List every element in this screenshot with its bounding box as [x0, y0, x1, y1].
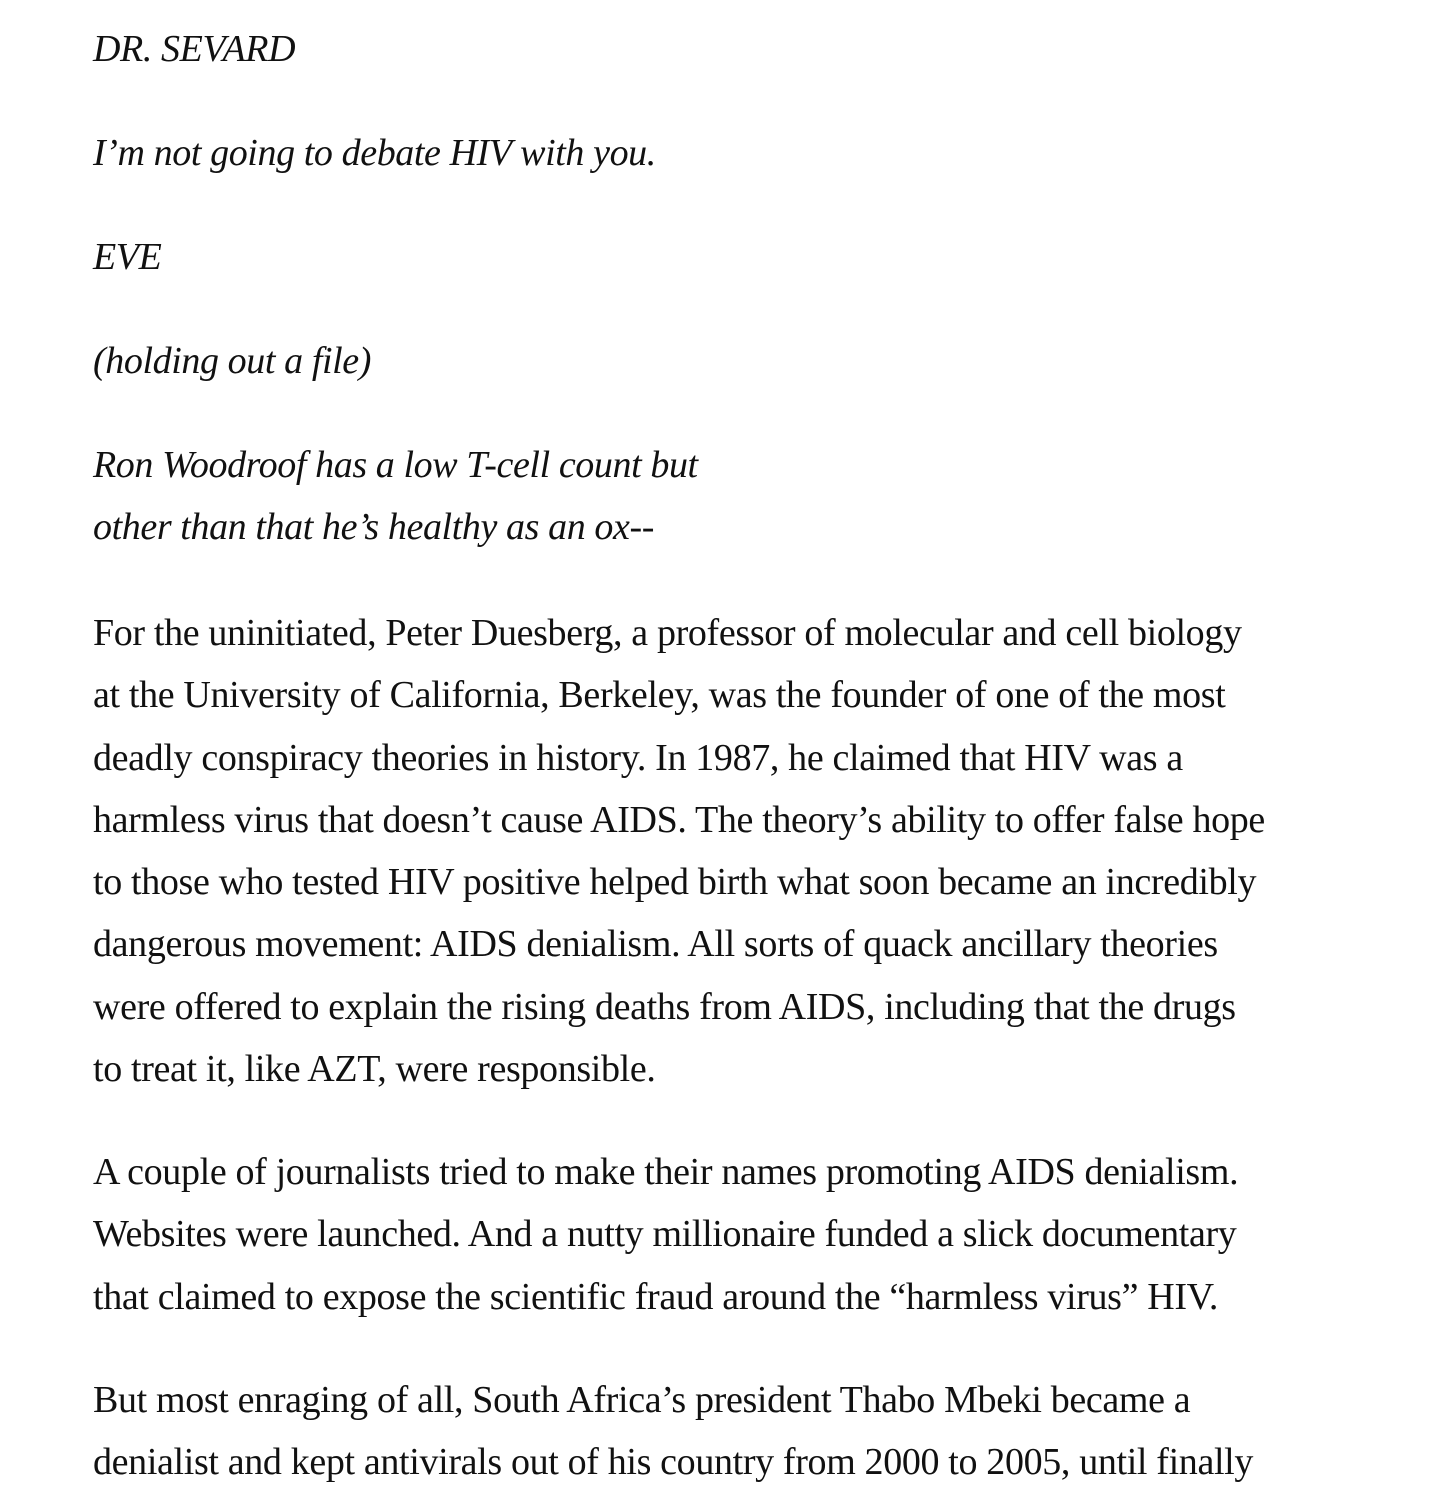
screenplay-parenthetical: (holding out a file)	[93, 340, 372, 382]
paragraph-line: were offered to explain the rising deaths from AIDS, including that the drugs	[93, 985, 1236, 1028]
paragraph-journalists	[93, 1141, 1383, 1328]
dialogue-line: other than that he’s healthy as an ox--	[93, 506, 655, 548]
paragraph-line: harmless virus that doesn’t cause AIDS. The theory’s ability to offer false hope	[93, 798, 1265, 841]
paragraph-line: to those who tested HIV positive helped birth what soon became an incredibly	[93, 861, 1257, 904]
paragraph-line: But most enraging of all, South Africa’s president Thabo Mbeki became a	[93, 1379, 1191, 1421]
screenplay-speaker-eve: EVE	[93, 236, 162, 278]
paragraph-line: For the uninitiated, Peter Duesberg, a professor of molecular and cell biology	[93, 612, 1242, 654]
paragraph-line: at the University of California, Berkeley, was the founder of one of the most	[93, 674, 1226, 717]
paragraph-mbeki	[93, 1369, 1383, 1494]
screenplay-dialogue-eve	[93, 434, 698, 558]
paragraph-line: A couple of journalists tried to make their names promoting AIDS denialism.	[93, 1151, 1239, 1193]
paragraph-line: deadly conspiracy theories in history. In 1987, he claimed that HIV was a	[93, 736, 1183, 779]
dialogue-line: Ron Woodroof has a low T-cell count but	[93, 444, 698, 486]
paragraph-line: to treat it, like AZT, were responsible.	[93, 1048, 656, 1091]
paragraph-duesberg	[93, 602, 1383, 1100]
paragraph-line: denialist and kept antivirals out of his country from 2000 to 2005, until finally	[93, 1441, 1254, 1484]
screenplay-speaker-dr-sevard: DR. SEVARD	[93, 28, 296, 70]
paragraph-line: Websites were launched. And a nutty millionaire funded a slick documentary	[93, 1213, 1237, 1256]
paragraph-line: dangerous movement: AIDS denialism. All sorts of quack ancillary theories	[93, 923, 1218, 966]
paragraph-line: that claimed to expose the scientific fraud around the “harmless virus” HIV.	[93, 1275, 1218, 1318]
screenplay-dialogue-sevard: I’m not going to debate HIV with you.	[93, 132, 656, 174]
